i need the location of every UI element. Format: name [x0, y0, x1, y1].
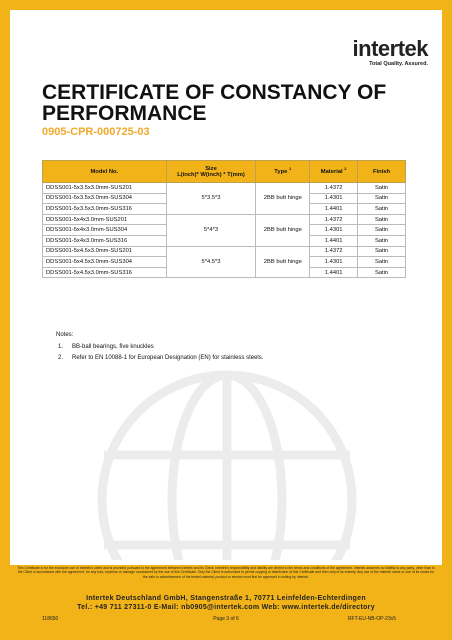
model-cell: DDSS001-5x4x3.0mm-SUS316 [43, 235, 167, 246]
size-cell: 5*3.5*3 [166, 183, 256, 215]
model-cell: DDSS001-5x4x3.0mm-SUS201 [43, 214, 167, 225]
model-cell: DDSS001-5x4x3.0mm-SUS304 [43, 225, 167, 236]
table-header-row [43, 161, 406, 183]
finish-cell: Satin [358, 235, 406, 246]
model-cell: DDSS001-5x4.5x3.0mm-SUS316 [43, 267, 167, 278]
note-item: 2. Refer to EN 10088-1 for European Designation (EN) for stainless steels. [58, 355, 264, 361]
finish-cell: Satin [358, 193, 406, 204]
header-size: Size L(inch)* W(inch) * T(mm) [166, 161, 256, 183]
finish-cell: Satin [358, 204, 406, 215]
material-cell: 1.4301 [310, 257, 358, 268]
table-row [43, 214, 406, 225]
notes-label: Notes: [56, 332, 74, 338]
material-cell: 1.4401 [310, 235, 358, 246]
type-cell: 2BB butt hinge [256, 246, 310, 278]
model-cell: DDSS001-5x4.5x3.0mm-SUS304 [43, 257, 167, 268]
model-cell: DDSS001-5x3.5x3.0mm-SUS316 [43, 204, 167, 215]
material-cell: 1.4372 [310, 183, 358, 194]
material-cell: 1.4301 [310, 225, 358, 236]
document-title: CERTIFICATE OF CONSTANCY OF PERFORMANCE [42, 81, 387, 125]
finish-cell: Satin [358, 267, 406, 278]
material-cell: 1.4401 [310, 267, 358, 278]
type-cell: 2BB butt hinge [256, 214, 310, 246]
header-finish: Finish [358, 161, 406, 183]
material-cell: 1.4372 [310, 246, 358, 257]
footer-right-code: RFT-EU-NB-OP-23v5 [347, 616, 396, 622]
size-cell: 5*4*3 [166, 214, 256, 246]
globe-watermark-icon [82, 350, 372, 560]
table-row [43, 246, 406, 257]
finish-cell: Satin [358, 225, 406, 236]
header-model: Model No. [43, 161, 167, 183]
note-item: 1. BB-ball bearings, five knuckles [58, 344, 154, 350]
finish-cell: Satin [358, 246, 406, 257]
legal-disclaimer: This Certificate is for the exclusive use of Intertek's client and is provided pursuant to the agreement between Intertek and its Client. Intertek's responsibility and liability are limited to the terms and conditions of the agreement. Intertek assumes no liability to any party, other than to the Client in accordance with the agreement, for any loss, expense or damage occasioned by the use of this Certificate. Only the Client is authorized to permit copying or distribution of this Certificate and then only in its entirety. Any use of the Intertek name or one of its marks for the sale or advertisement of the tested material, product or service must first be approved in writing by Intertek. [17, 566, 435, 579]
finish-cell: Satin [358, 183, 406, 194]
company-address: Intertek Deutschland GmbH, Stangenstraße 1, 70771 Leinfelden-Echterdingen [86, 595, 366, 602]
certificate-number: 0905-CPR-000725-03 [42, 126, 150, 138]
material-cell: 1.4401 [310, 204, 358, 215]
header-material: Material $^2$ [310, 161, 358, 183]
model-cell: DDSS001-5x3.5x3.0mm-SUS201 [43, 183, 167, 194]
logo-tagline: Total Quality. Assured. [369, 61, 428, 67]
material-cell: 1.4372 [310, 214, 358, 225]
model-cell: DDSS001-5x4.5x3.0mm-SUS201 [43, 246, 167, 257]
logo-wordmark: intertek [352, 36, 428, 61]
model-cell: DDSS001-5x3.5x3.0mm-SUS304 [43, 193, 167, 204]
product-table [42, 160, 406, 278]
finish-cell: Satin [358, 214, 406, 225]
footer-left-code: 118650 [42, 616, 59, 622]
type-cell: 2BB butt hinge [256, 183, 310, 215]
header-type: Type $^1$ [256, 161, 310, 183]
size-cell: 5*4.5*3 [166, 246, 256, 278]
company-contact: Tel.: +49 711 27311-0 E-Mail: nb0905@intertek.com Web: www.intertek.de/directory [77, 604, 375, 611]
finish-cell: Satin [358, 257, 406, 268]
intertek-logo [353, 38, 428, 67]
page-number: Page 3 of 6 [213, 616, 239, 622]
material-cell: 1.4301 [310, 193, 358, 204]
table-row [43, 183, 406, 194]
table-body [43, 183, 406, 278]
